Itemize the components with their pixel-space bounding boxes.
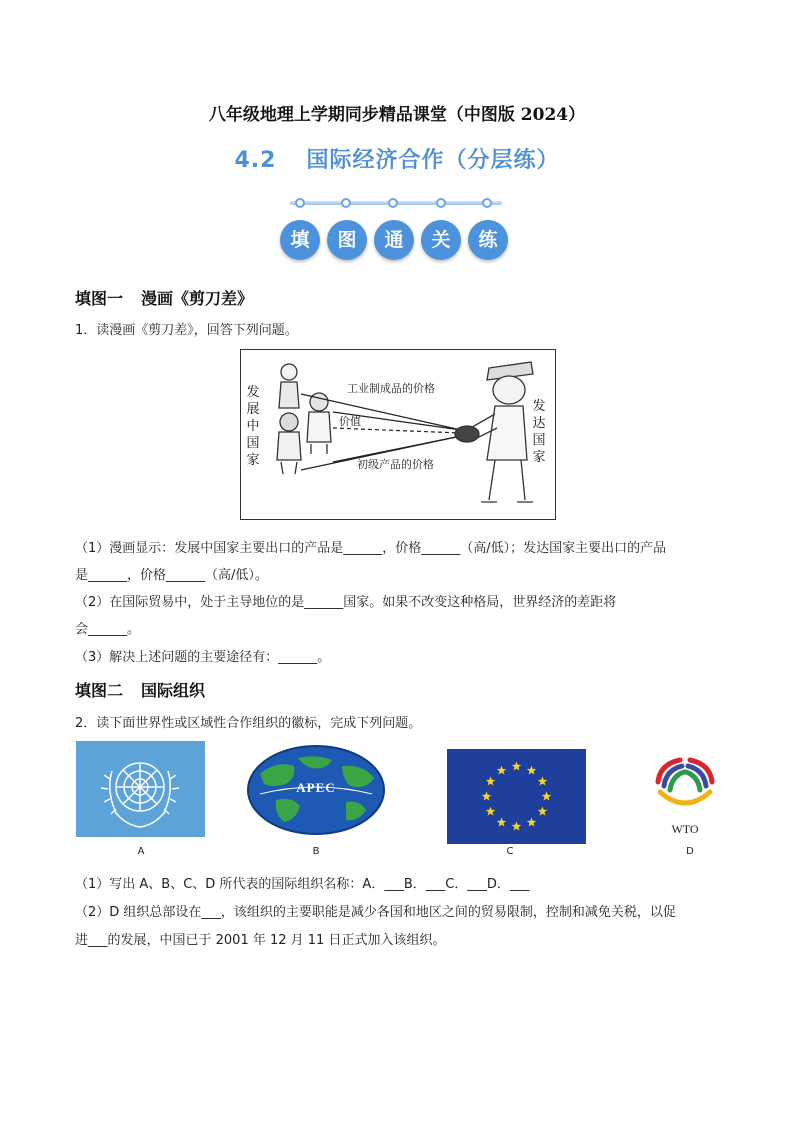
banner-dot (436, 198, 446, 208)
eu-star-icon (497, 766, 507, 775)
value-label: 价值 (339, 415, 361, 428)
children-figures (277, 364, 331, 474)
section1-label: 填图一 (75, 289, 124, 308)
logo-caption-d: D (686, 846, 694, 857)
question-1-sub1-line1: （1）漫画显示：发展中国家主要出口的产品是______，价格______（高/低）；发达国家主要出口的产品 (75, 541, 667, 556)
logo-caption-c: C (506, 846, 514, 857)
lesson-number: 4.2 (234, 148, 277, 173)
banner-char-5: 练 (468, 220, 508, 260)
eu-star-icon (482, 792, 492, 801)
cartoon-drawing (241, 350, 555, 519)
question-2-sub2-line2: 进___的发展，中国已于 2001 年 12 月 11 日正式加入该组织。 (75, 933, 446, 948)
banner-char-1: 填 (280, 220, 320, 260)
question-1-sub2-line1: （2）在国际贸易中，处于主导地位的是______国家。如果不改变这种格局，世界经济的差距将 (75, 595, 617, 610)
un-logo (76, 741, 205, 837)
banner-char-3: 通 (374, 220, 414, 260)
scissors-cartoon (240, 349, 556, 520)
logo-caption-a: A (137, 846, 145, 857)
developed-figure (455, 362, 533, 502)
banner-line (290, 201, 502, 205)
eu-star-icon (512, 822, 522, 831)
question-2-sub1: （1）写出 A、B、C、D 所代表的国际组织名称：A．___B．___C．___D．___ (75, 877, 530, 892)
primary-products-price-label: 初级产品的价格 (357, 458, 434, 471)
eu-star-icon (527, 817, 537, 826)
banner-dot (388, 198, 398, 208)
developed-countries-label: 发达国家 (532, 399, 546, 465)
eu-star-icon (542, 792, 552, 801)
banner-char-2: 图 (327, 220, 367, 260)
section1-title: 漫画《剪刀差》 (141, 289, 254, 308)
eu-star-icon (486, 807, 496, 816)
question-2-sub2-line1: （2）D 组织总部设在___，该组织的主要职能是减少各国和地区之间的贸易限制，控制和减免关税，以促 (75, 905, 676, 920)
un-emblem-icon (76, 741, 205, 837)
eu-star-icon (538, 777, 548, 786)
industrial-goods-price-label: 工业制成品的价格 (347, 382, 435, 395)
eu-stars-icon (447, 749, 586, 844)
logo-caption-b: B (312, 846, 320, 857)
developing-countries-label: 发展中国家 (246, 385, 260, 468)
lesson-name: 国际经济合作（分层练） (306, 148, 560, 173)
eu-flag (447, 749, 586, 844)
eu-star-icon (527, 766, 537, 775)
lesson-title (0, 143, 794, 174)
eu-star-icon (538, 807, 548, 816)
wto-text: WTO (671, 822, 699, 836)
section2-label: 填图二 (75, 681, 124, 700)
wto-logo (650, 752, 720, 840)
banner-dot (341, 198, 351, 208)
question-1: 1．读漫画《剪刀差》，回答下列问题。 (75, 323, 298, 338)
series-title: 八年级地理上学期同步精品课堂（中图版 2024） (208, 105, 586, 125)
apec-text: APEC (296, 780, 336, 795)
banner-char-4: 关 (421, 220, 461, 260)
section2-heading (75, 678, 205, 701)
question-1-sub1-line2: 是______，价格______（高/低）。 (75, 568, 268, 583)
banner-dot (482, 198, 492, 208)
question-1-sub2-line2: 会______。 (75, 622, 141, 637)
section2-title: 国际组织 (141, 681, 206, 700)
banner-dot (295, 198, 305, 208)
section1-heading (75, 286, 253, 309)
eu-star-icon (486, 777, 496, 786)
eu-star-icon (512, 762, 522, 771)
question-1-sub3: （3）解决上述问题的主要途径有：______。 (75, 650, 331, 665)
eu-star-icon (497, 817, 507, 826)
apec-logo (246, 744, 386, 836)
question-2: 2．读下面世界性或区域性合作组织的徽标，完成下列问题。 (75, 716, 422, 731)
wto-swirl-icon (650, 752, 720, 818)
